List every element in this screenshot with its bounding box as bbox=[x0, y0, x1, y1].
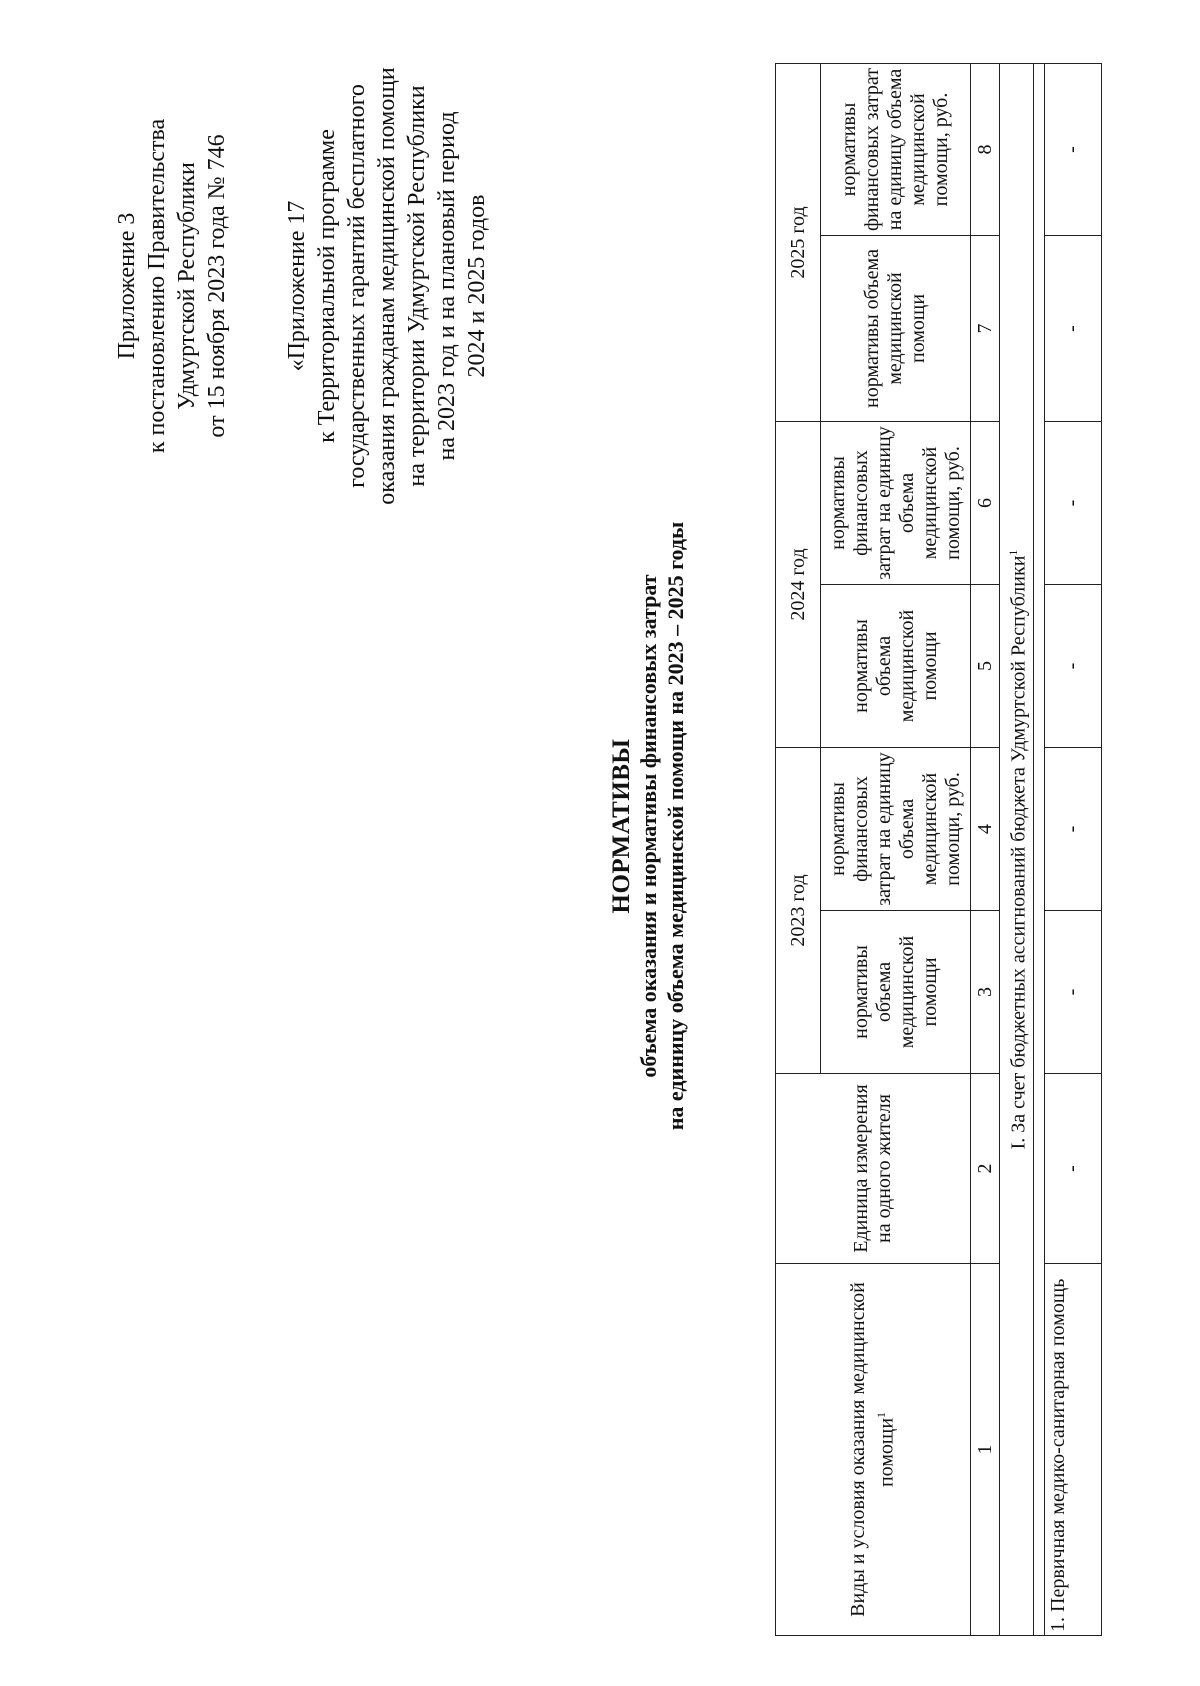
header-unit: Единица измерения на одного жителя bbox=[776, 1074, 971, 1264]
column-number: 8 bbox=[971, 64, 1000, 236]
annex-line: «Приложение 17 bbox=[284, 200, 310, 372]
header-year-2025: 2025 год bbox=[776, 64, 821, 422]
table-cell: - bbox=[1044, 585, 1101, 748]
header-cost-2025: нормативы финансовых затрат на единицу объема медицинской помощи, руб. bbox=[821, 64, 971, 236]
header-cost-2023: нормативы финансовых затрат на единицу объема медицинской помощи, руб. bbox=[821, 748, 971, 911]
column-number: 7 bbox=[971, 236, 1000, 422]
annex-reference bbox=[282, 0, 492, 596]
annex-line: оказания гражданам медицинской помощи bbox=[374, 67, 400, 505]
column-number: 6 bbox=[971, 422, 1000, 585]
column-number: 5 bbox=[971, 585, 1000, 748]
header-volume-2025: нормативы объема медицинской помощи bbox=[821, 236, 971, 422]
column-number: 4 bbox=[971, 748, 1000, 911]
table-cell: - bbox=[1044, 422, 1101, 585]
approval-line: Удмуртской Республики bbox=[174, 162, 200, 410]
table-row bbox=[1044, 64, 1101, 1636]
table-cell: - bbox=[1044, 236, 1101, 422]
header-types-conditions: Виды и условия оказания медицинской помощи$^1$ bbox=[776, 1264, 971, 1636]
annex-line: на территории Удмуртской Республики bbox=[404, 85, 430, 487]
table-cell: - bbox=[1044, 911, 1101, 1074]
column-number: 1 bbox=[971, 1264, 1000, 1636]
column-numbers-row bbox=[971, 64, 1000, 1636]
approval-line: от 15 ноября 2023 года № 746 bbox=[204, 134, 230, 438]
column-number: 3 bbox=[971, 911, 1000, 1074]
header-year-2023: 2023 год bbox=[776, 748, 821, 1074]
header-volume-2024: нормативы объема медицинской помощи bbox=[821, 585, 971, 748]
header-cost-2024: нормативы финансовых затрат на единицу объема медицинской помощи, руб. bbox=[821, 422, 971, 585]
table-cell: - bbox=[1044, 64, 1101, 236]
title-subtitle: на единицу объема медицинской помощи на 2023 – 2025 годы bbox=[663, 521, 688, 1131]
approval-reference bbox=[112, 96, 232, 476]
column-number: 2 bbox=[971, 1074, 1000, 1264]
annex-line: к Территориальной программе bbox=[314, 129, 340, 443]
annex-line: на 2023 год и на плановый период bbox=[434, 111, 460, 461]
table-cell: - bbox=[1044, 748, 1101, 911]
document-title bbox=[608, 466, 689, 1186]
spacer-row bbox=[1033, 64, 1044, 1636]
title-main: НОРМАТИВЫ bbox=[608, 738, 635, 914]
approval-line: к постановлению Правительства bbox=[144, 118, 170, 454]
header-volume-2023: нормативы объема медицинской помощи bbox=[821, 911, 971, 1074]
section-row bbox=[1000, 64, 1034, 1636]
title-subtitle: объема оказания и нормативы финансовых затрат bbox=[636, 574, 661, 1078]
section-heading: I. За счет бюджетных ассигнований бюджета Удмуртской Республики$^1$ bbox=[1000, 64, 1034, 1636]
approval-line: Приложение 3 bbox=[114, 212, 140, 360]
normatives-table bbox=[775, 63, 1102, 1636]
header-row-years bbox=[776, 64, 821, 1636]
header-year-2024: 2024 год bbox=[776, 422, 821, 748]
table-cell: - bbox=[1044, 1074, 1101, 1264]
spacer-cell bbox=[1033, 64, 1044, 1636]
annex-line: 2024 и 2025 годов bbox=[464, 194, 490, 378]
row-label: 1. Первичная медико-санитарная помощь bbox=[1044, 1264, 1101, 1636]
annex-line: государственных гарантий бесплатного bbox=[344, 84, 370, 488]
